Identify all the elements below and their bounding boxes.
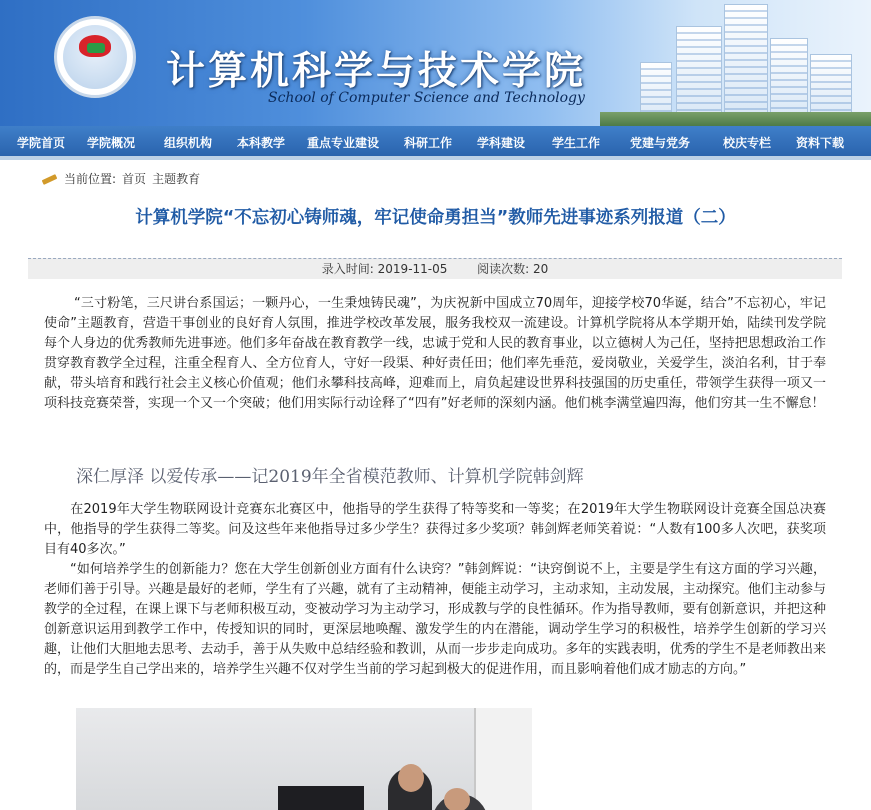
breadcrumb-section-link[interactable]: 主题教育 bbox=[152, 172, 201, 186]
intro-text: “三寸粉笔，三尺讲台系国运；一颗丹心，一生秉烛铸民魂”，为庆祝新中国成立70周年，迎接学校70华诞，结合”不忘初心，牢记使命”主题教育，营造干事创业的良好育人氛围，推进学校改革发展，服务我校双一流建设。计算机学院将从本学期开始，陆续刊发学院每个人身边的优秀教师先进事迹。他们多年奋战在教育教学一线，忠诚于党和人民的教育事业，以立德树人为己任，坚持把思想政治工作贯穿教育教学全过程，注重全程育人、全方位育人，守好一段渠、种好责任田；他们率先垂范，爱岗敬业，关爱学生，淡泊名利，甘于奉献，带头培育和践行社会主义核心价值观；他们永攀科技高峰，迎难而上，肩负起建设世界科技强国的历史重任，带领学生获得一项又一项科技竞赛荣誉，实现一个又一个突破；他们用实际行动诠释了“四有”好老师的深刻内涵。他们桃李满堂遍四海，他们穷其一生不懈怠！ bbox=[44, 296, 826, 411]
date-label: 录入时间: bbox=[321, 262, 374, 276]
paragraph-1 bbox=[44, 500, 826, 560]
views-label: 阅读次数: bbox=[477, 262, 530, 276]
college-title-en: School of Computer Science and Technology bbox=[268, 90, 585, 106]
nav-item-overview[interactable]: 学院概况 bbox=[87, 136, 136, 150]
nav-item-downloads[interactable]: 资料下载 bbox=[796, 136, 845, 150]
article-title: 计算机学院“不忘初心铸师魂，牢记使命勇担当”教师先进事迹系列报道（二） bbox=[135, 208, 736, 228]
nav-item-key-majors[interactable]: 重点专业建设 bbox=[307, 136, 380, 150]
paragraph-1-text: 在2019年大学生物联网设计竞赛东北赛区中，他指导的学生获得了特等奖和一等奖；在2019年大学生物联网设计竞赛全国总决赛中，他指导的学生获得二等奖。问及这些年来他指导过多少学生？获得过多少奖项？韩剑辉老师笑着说：“人数有100多人次吧，获奖项目有40多次。” bbox=[44, 502, 826, 557]
nav-item-organization[interactable]: 组织机构 bbox=[164, 136, 213, 150]
college-title-cn: 计算机科学与技术学院 bbox=[166, 48, 587, 94]
photo-board bbox=[278, 786, 364, 810]
nav-item-home[interactable]: 学院首页 bbox=[17, 136, 66, 150]
nav-item-students[interactable]: 学生工作 bbox=[552, 136, 601, 150]
pencil-icon bbox=[42, 173, 58, 185]
trees-graphic bbox=[600, 112, 871, 126]
article-photo bbox=[76, 708, 532, 810]
school-logo[interactable] bbox=[54, 16, 136, 98]
breadcrumb bbox=[42, 170, 206, 187]
building-graphic bbox=[676, 26, 722, 126]
photo-face bbox=[398, 764, 424, 792]
nav-divider bbox=[0, 156, 871, 160]
nav-item-party[interactable]: 党建与党务 bbox=[630, 136, 691, 150]
article-subtitle: 深仁厚泽 以爱传承——记2019年全省模范教师、计算机学院韩剑辉 bbox=[76, 467, 584, 487]
views-value: 20 bbox=[532, 262, 549, 276]
nav-item-undergrad[interactable]: 本科教学 bbox=[237, 136, 286, 150]
photo-doorframe bbox=[474, 708, 532, 810]
nav-item-discipline[interactable]: 学科建设 bbox=[477, 136, 526, 150]
breadcrumb-label: 当前位置: bbox=[64, 172, 117, 186]
article-meta bbox=[28, 258, 842, 279]
main-nav bbox=[0, 126, 871, 156]
paragraph-2-text: “如何培养学生的创新能力？您在大学生创新创业方面有什么诀窍？”韩剑辉说：“诀窍倒说不上，主要是学生有这方面的学习兴趣，老师们善于引导。兴趣是最好的老师，学生有了兴趣，就有了主动精神，便能主动学习，主动求知，主动发展，主动探究。他们主动参与教学的全过程，在课上课下与老师积极互动，变被动学习为主动学习，形成教与学的良性循环。作为指导教师，要有创新意识，并把这种创新意识运用到教学工作中，传授知识的同时，更深层地唤醒、激发学生的内在潜能，调动学生学习的积极性，培养学生创新的学习兴趣，让他们大胆地去思考、去动手，善于从失败中总结经验和教训，从而一步步走向成功。多年的实践表明，优秀的学生不是老师教出来的，而是学生自己学出来的，培养学生兴趣不仅对学生当前的学习起到极大的促进作用，而且影响着他们成才励志的方向。” bbox=[44, 562, 826, 677]
photo-face bbox=[444, 788, 470, 810]
article-paragraph-body bbox=[44, 500, 826, 680]
building-graphic bbox=[724, 4, 768, 126]
paragraph-2 bbox=[44, 560, 826, 680]
breadcrumb-home-link[interactable]: 首页 bbox=[122, 172, 147, 186]
nav-item-anniversary[interactable]: 校庆专栏 bbox=[723, 136, 772, 150]
article-paragraph-intro bbox=[44, 294, 826, 414]
date-value: 2019-11-05 bbox=[377, 262, 448, 276]
nav-item-research[interactable]: 科研工作 bbox=[404, 136, 453, 150]
header-banner bbox=[0, 0, 871, 126]
